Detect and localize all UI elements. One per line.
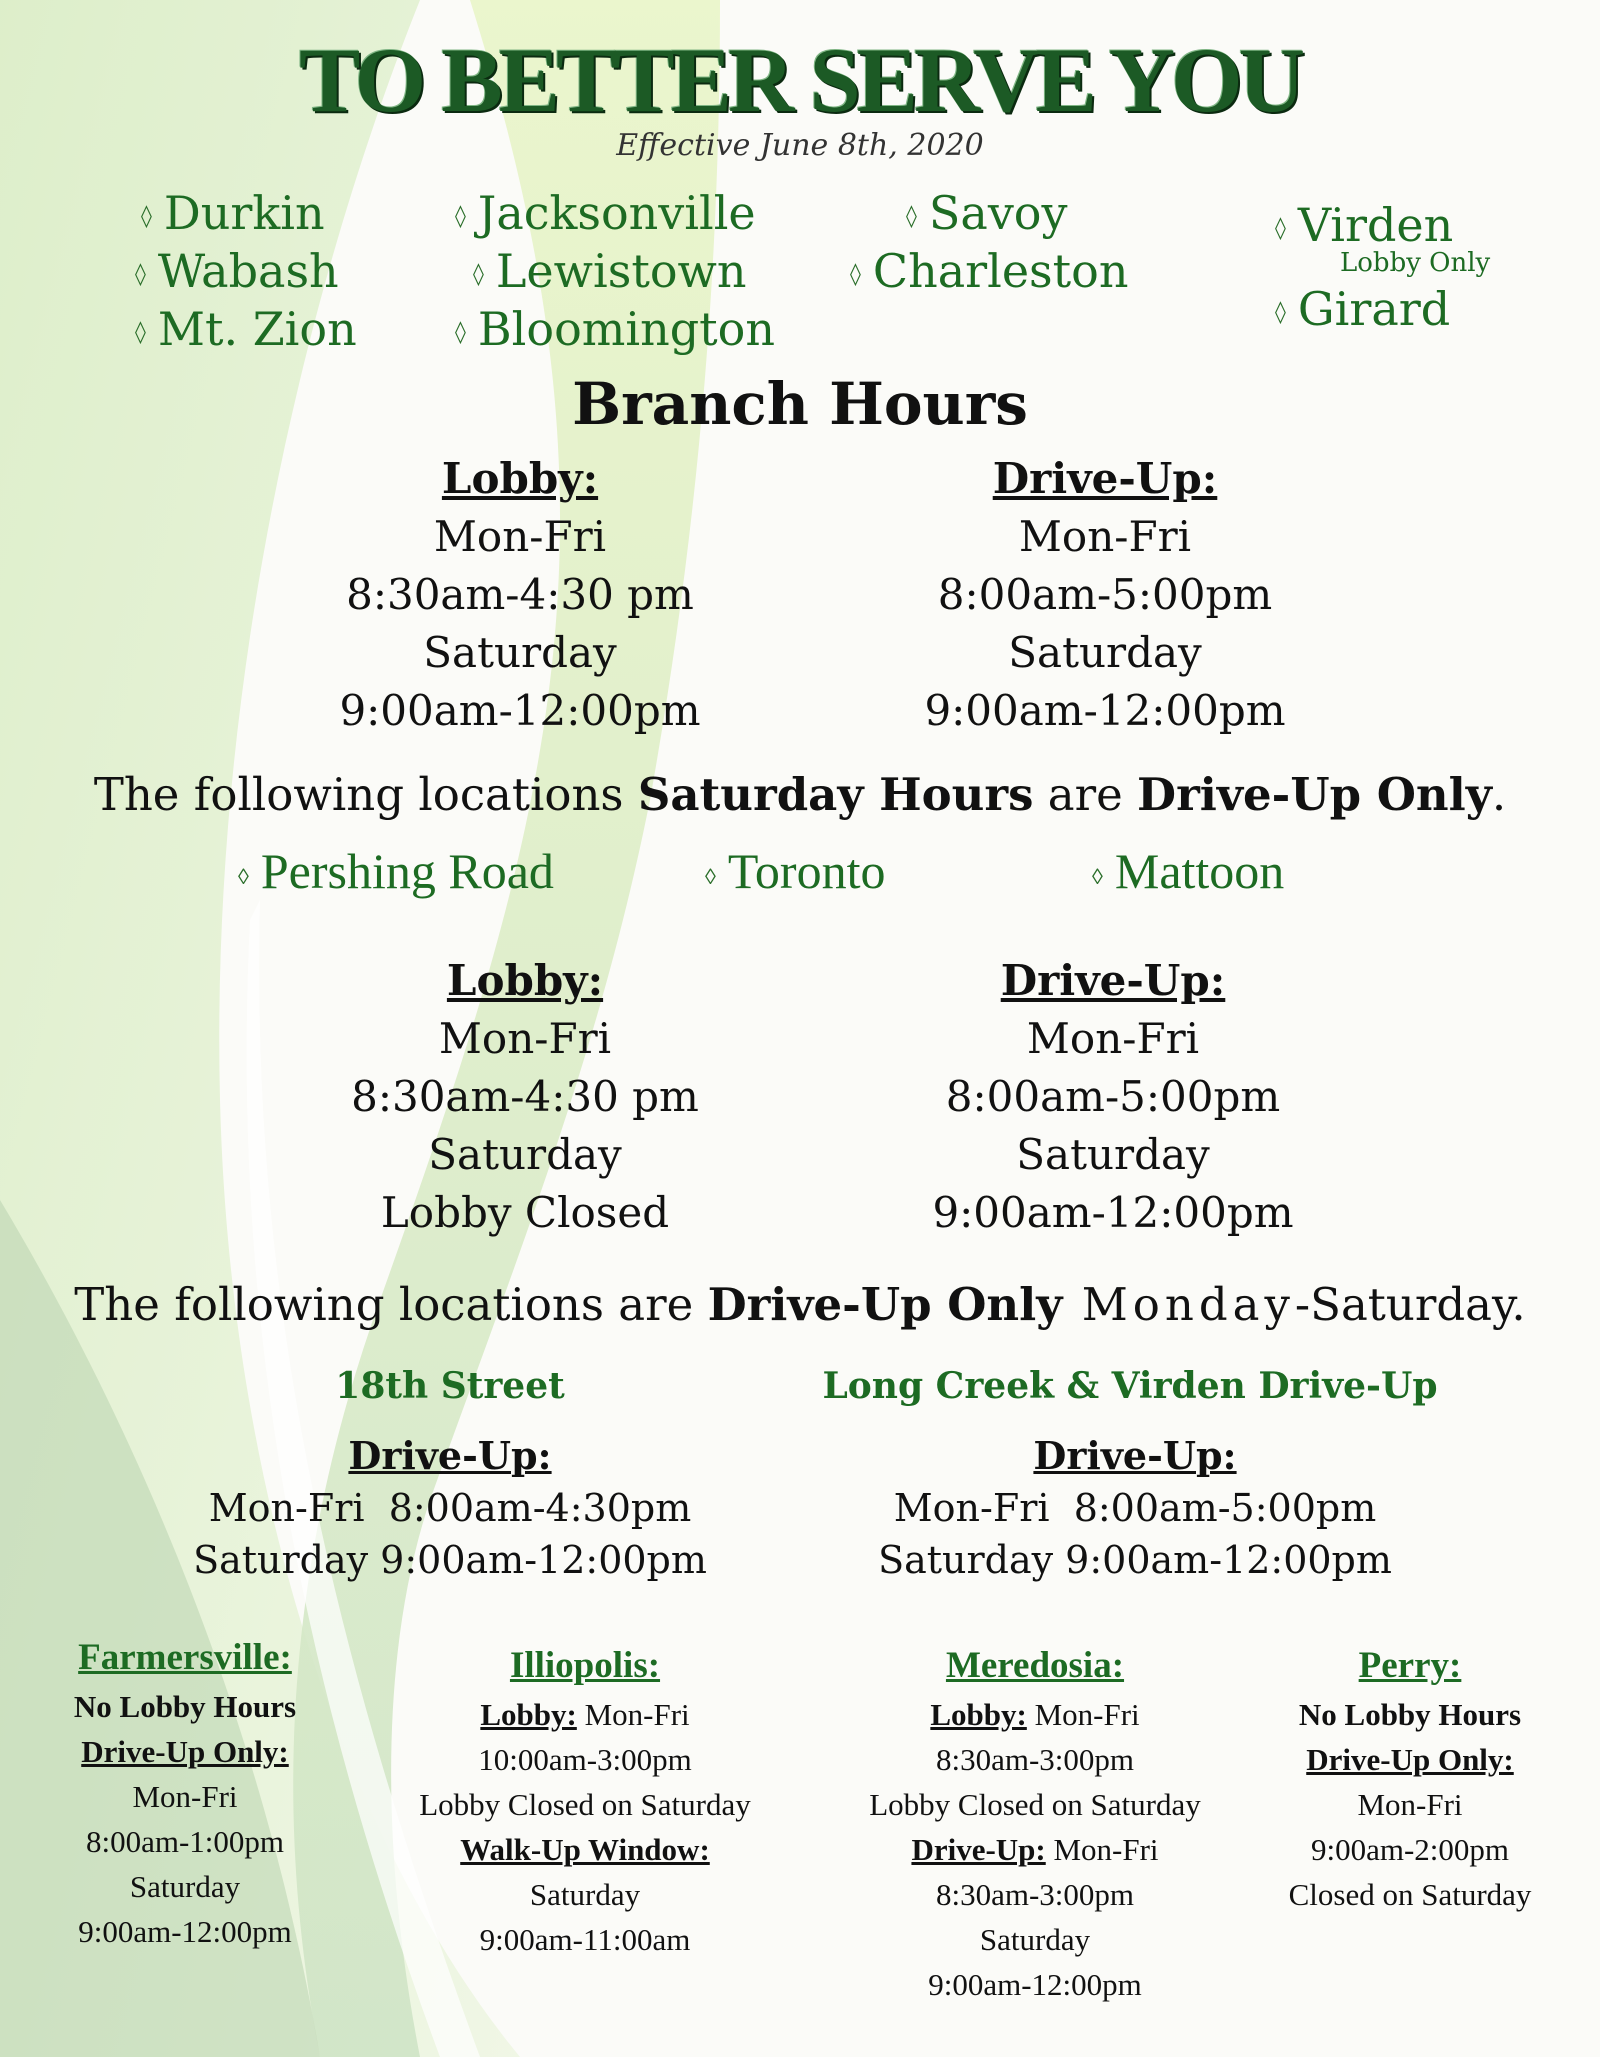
driveup-hours-18th bbox=[150, 1430, 750, 1586]
hours-line: Mon-Fri bbox=[1357, 1787, 1463, 1822]
diamond-bullet-icon: ◊ bbox=[1275, 300, 1286, 325]
hours-line: Mon-Fri bbox=[132, 1779, 238, 1814]
diamond-bullet-icon: ◊ bbox=[850, 262, 861, 287]
effective-date: Effective June 8th, 2020 bbox=[616, 128, 984, 163]
hours-line: Saturday bbox=[428, 1130, 622, 1179]
hours-line: 9:00am-11:00am bbox=[479, 1922, 691, 1957]
list-item: ◊ Savoy bbox=[906, 186, 1068, 240]
page-title: TO BETTER SERVE YOU bbox=[298, 29, 1302, 131]
diamond-bullet-icon: ◊ bbox=[141, 204, 152, 229]
hours-line: No Lobby Hours bbox=[73, 1689, 297, 1724]
location-name: Illiopolis: bbox=[509, 1645, 661, 1686]
hours-line: Mon-Fri 8:00am-4:30pm bbox=[208, 1486, 692, 1530]
location-name: Meredosia: bbox=[945, 1645, 1125, 1686]
location-name: Farmersville: bbox=[78, 1637, 292, 1678]
lobby-heading: Lobby: bbox=[441, 454, 599, 503]
diamond-bullet-icon: ◊ bbox=[1275, 216, 1286, 241]
hours-line: No Lobby Hours bbox=[1298, 1697, 1522, 1732]
diamond-bullet-icon: ◊ bbox=[705, 863, 716, 889]
driveup-hours-2 bbox=[893, 952, 1333, 1242]
hours-line: Drive-Up: Mon-Fri bbox=[911, 1832, 1159, 1867]
driveup-heading: Drive-Up: bbox=[348, 1433, 552, 1478]
lobby-hours-2 bbox=[305, 952, 745, 1242]
driveup-hours-long-creek bbox=[835, 1430, 1435, 1586]
hours-line: Saturday bbox=[1008, 628, 1202, 677]
list-item: ◊ Mt. Zion bbox=[135, 302, 357, 356]
list-item: ◊ Lewistown bbox=[473, 244, 747, 298]
hours-line: 8:30am-4:30 pm bbox=[346, 570, 694, 619]
driveup-heading: Drive-Up: bbox=[1033, 1433, 1237, 1478]
hours-line: Saturday bbox=[529, 1877, 641, 1912]
hours-line: Mon-Fri bbox=[1018, 512, 1192, 561]
hours-line: 9:00am-2:00pm bbox=[1310, 1832, 1510, 1867]
hours-line: Lobby Closed on Saturday bbox=[869, 1787, 1201, 1822]
driveup-hours-1 bbox=[885, 450, 1325, 740]
hours-line: 8:30am-3:00pm bbox=[935, 1877, 1135, 1912]
diamond-bullet-icon: ◊ bbox=[238, 863, 249, 889]
hours-line: Lobby Closed on Saturday bbox=[419, 1787, 751, 1822]
hours-line: Saturday bbox=[979, 1922, 1091, 1957]
farmersville-block bbox=[15, 1632, 355, 1954]
branch-hours-heading: Branch Hours bbox=[572, 370, 1028, 438]
hours-line: Saturday 9:00am-12:00pm bbox=[193, 1538, 707, 1582]
hours-line: 9:00am-12:00pm bbox=[924, 686, 1286, 735]
driveup-heading: Drive-Up: bbox=[1000, 956, 1226, 1005]
hours-line: Lobby Closed bbox=[380, 1188, 670, 1237]
list-item: ◊ Girard bbox=[1275, 282, 1451, 336]
diamond-bullet-icon: ◊ bbox=[135, 262, 146, 287]
diamond-bullet-icon: ◊ bbox=[473, 262, 484, 287]
list-item: ◊ Jacksonville bbox=[455, 186, 756, 240]
hours-line: Closed on Saturday bbox=[1288, 1877, 1532, 1912]
sat-location-mattoon: ◊ Mattoon bbox=[1092, 843, 1285, 899]
list-item: ◊ Bloomington bbox=[455, 302, 775, 356]
hours-line: 8:30am-4:30 pm bbox=[351, 1072, 699, 1121]
location-long-creek-virden: Long Creek & Virden Drive-Up bbox=[822, 1365, 1438, 1407]
list-item: ◊ Virden bbox=[1275, 198, 1454, 252]
hours-line: 9:00am-12:00pm bbox=[78, 1914, 292, 1949]
saturday-driveup-note: The following locations Saturday Hours are Drive-Up Only. bbox=[93, 768, 1507, 821]
hours-line: Lobby: Mon-Fri bbox=[480, 1697, 690, 1732]
hours-line: Mon-Fri bbox=[1026, 1014, 1200, 1063]
hours-line: 10:00am-3:00pm bbox=[478, 1742, 692, 1777]
lobby-hours-1 bbox=[300, 450, 740, 740]
hours-line: Mon-Fri bbox=[433, 512, 607, 561]
list-item: ◊ Wabash bbox=[135, 244, 339, 298]
hours-line: 9:00am-12:00pm bbox=[928, 1967, 1142, 2002]
hours-line: Drive-Up Only: bbox=[1306, 1742, 1514, 1777]
diamond-bullet-icon: ◊ bbox=[455, 204, 466, 229]
meredosia-block bbox=[845, 1640, 1225, 2007]
sat-location-pershing: ◊ Pershing Road bbox=[238, 843, 554, 899]
hours-line: 9:00am-12:00pm bbox=[932, 1188, 1294, 1237]
branch-list-col3 bbox=[850, 186, 1128, 302]
diamond-bullet-icon: ◊ bbox=[455, 320, 466, 345]
hours-line: Mon-Fri bbox=[438, 1014, 612, 1063]
diamond-bullet-icon: ◊ bbox=[1092, 863, 1103, 889]
perry-block bbox=[1240, 1640, 1580, 1917]
driveup-only-note: The following locations are Drive-Up Only Monday-Saturday. bbox=[74, 1278, 1526, 1331]
hours-line: Saturday bbox=[1016, 1130, 1210, 1179]
diamond-bullet-icon: ◊ bbox=[906, 204, 917, 229]
list-item: ◊ Durkin bbox=[141, 186, 325, 240]
hours-line: Saturday 9:00am-12:00pm bbox=[878, 1538, 1392, 1582]
hours-line: Drive-Up Only: bbox=[81, 1734, 289, 1769]
hours-line: 8:00am-1:00pm bbox=[85, 1824, 285, 1859]
hours-line: 8:30am-3:00pm bbox=[935, 1742, 1135, 1777]
hours-line: 8:00am-5:00pm bbox=[937, 570, 1273, 619]
location-18th-street: 18th Street bbox=[335, 1365, 565, 1407]
diamond-bullet-icon: ◊ bbox=[135, 320, 146, 345]
location-name: Perry: bbox=[1358, 1645, 1462, 1686]
sat-location-toronto: ◊ Toronto bbox=[705, 843, 886, 899]
branch-list-col2 bbox=[455, 186, 775, 360]
branch-list-col1 bbox=[135, 186, 357, 360]
hours-line: Saturday bbox=[423, 628, 617, 677]
illiopolis-block bbox=[395, 1640, 775, 1962]
hours-line: Walk-Up Window: bbox=[460, 1832, 710, 1867]
branch-list-col4 bbox=[1275, 198, 1490, 340]
hours-line: 9:00am-12:00pm bbox=[339, 686, 701, 735]
hours-line: Mon-Fri 8:00am-5:00pm bbox=[893, 1486, 1377, 1530]
driveup-heading: Drive-Up: bbox=[992, 454, 1218, 503]
hours-line: Lobby: Mon-Fri bbox=[930, 1697, 1140, 1732]
lobby-heading: Lobby: bbox=[446, 956, 604, 1005]
hours-line: Saturday bbox=[129, 1869, 241, 1904]
list-item: ◊ Charleston bbox=[850, 244, 1129, 298]
lobby-only-note: Lobby Only bbox=[1340, 248, 1491, 278]
hours-line: 8:00am-5:00pm bbox=[945, 1072, 1281, 1121]
